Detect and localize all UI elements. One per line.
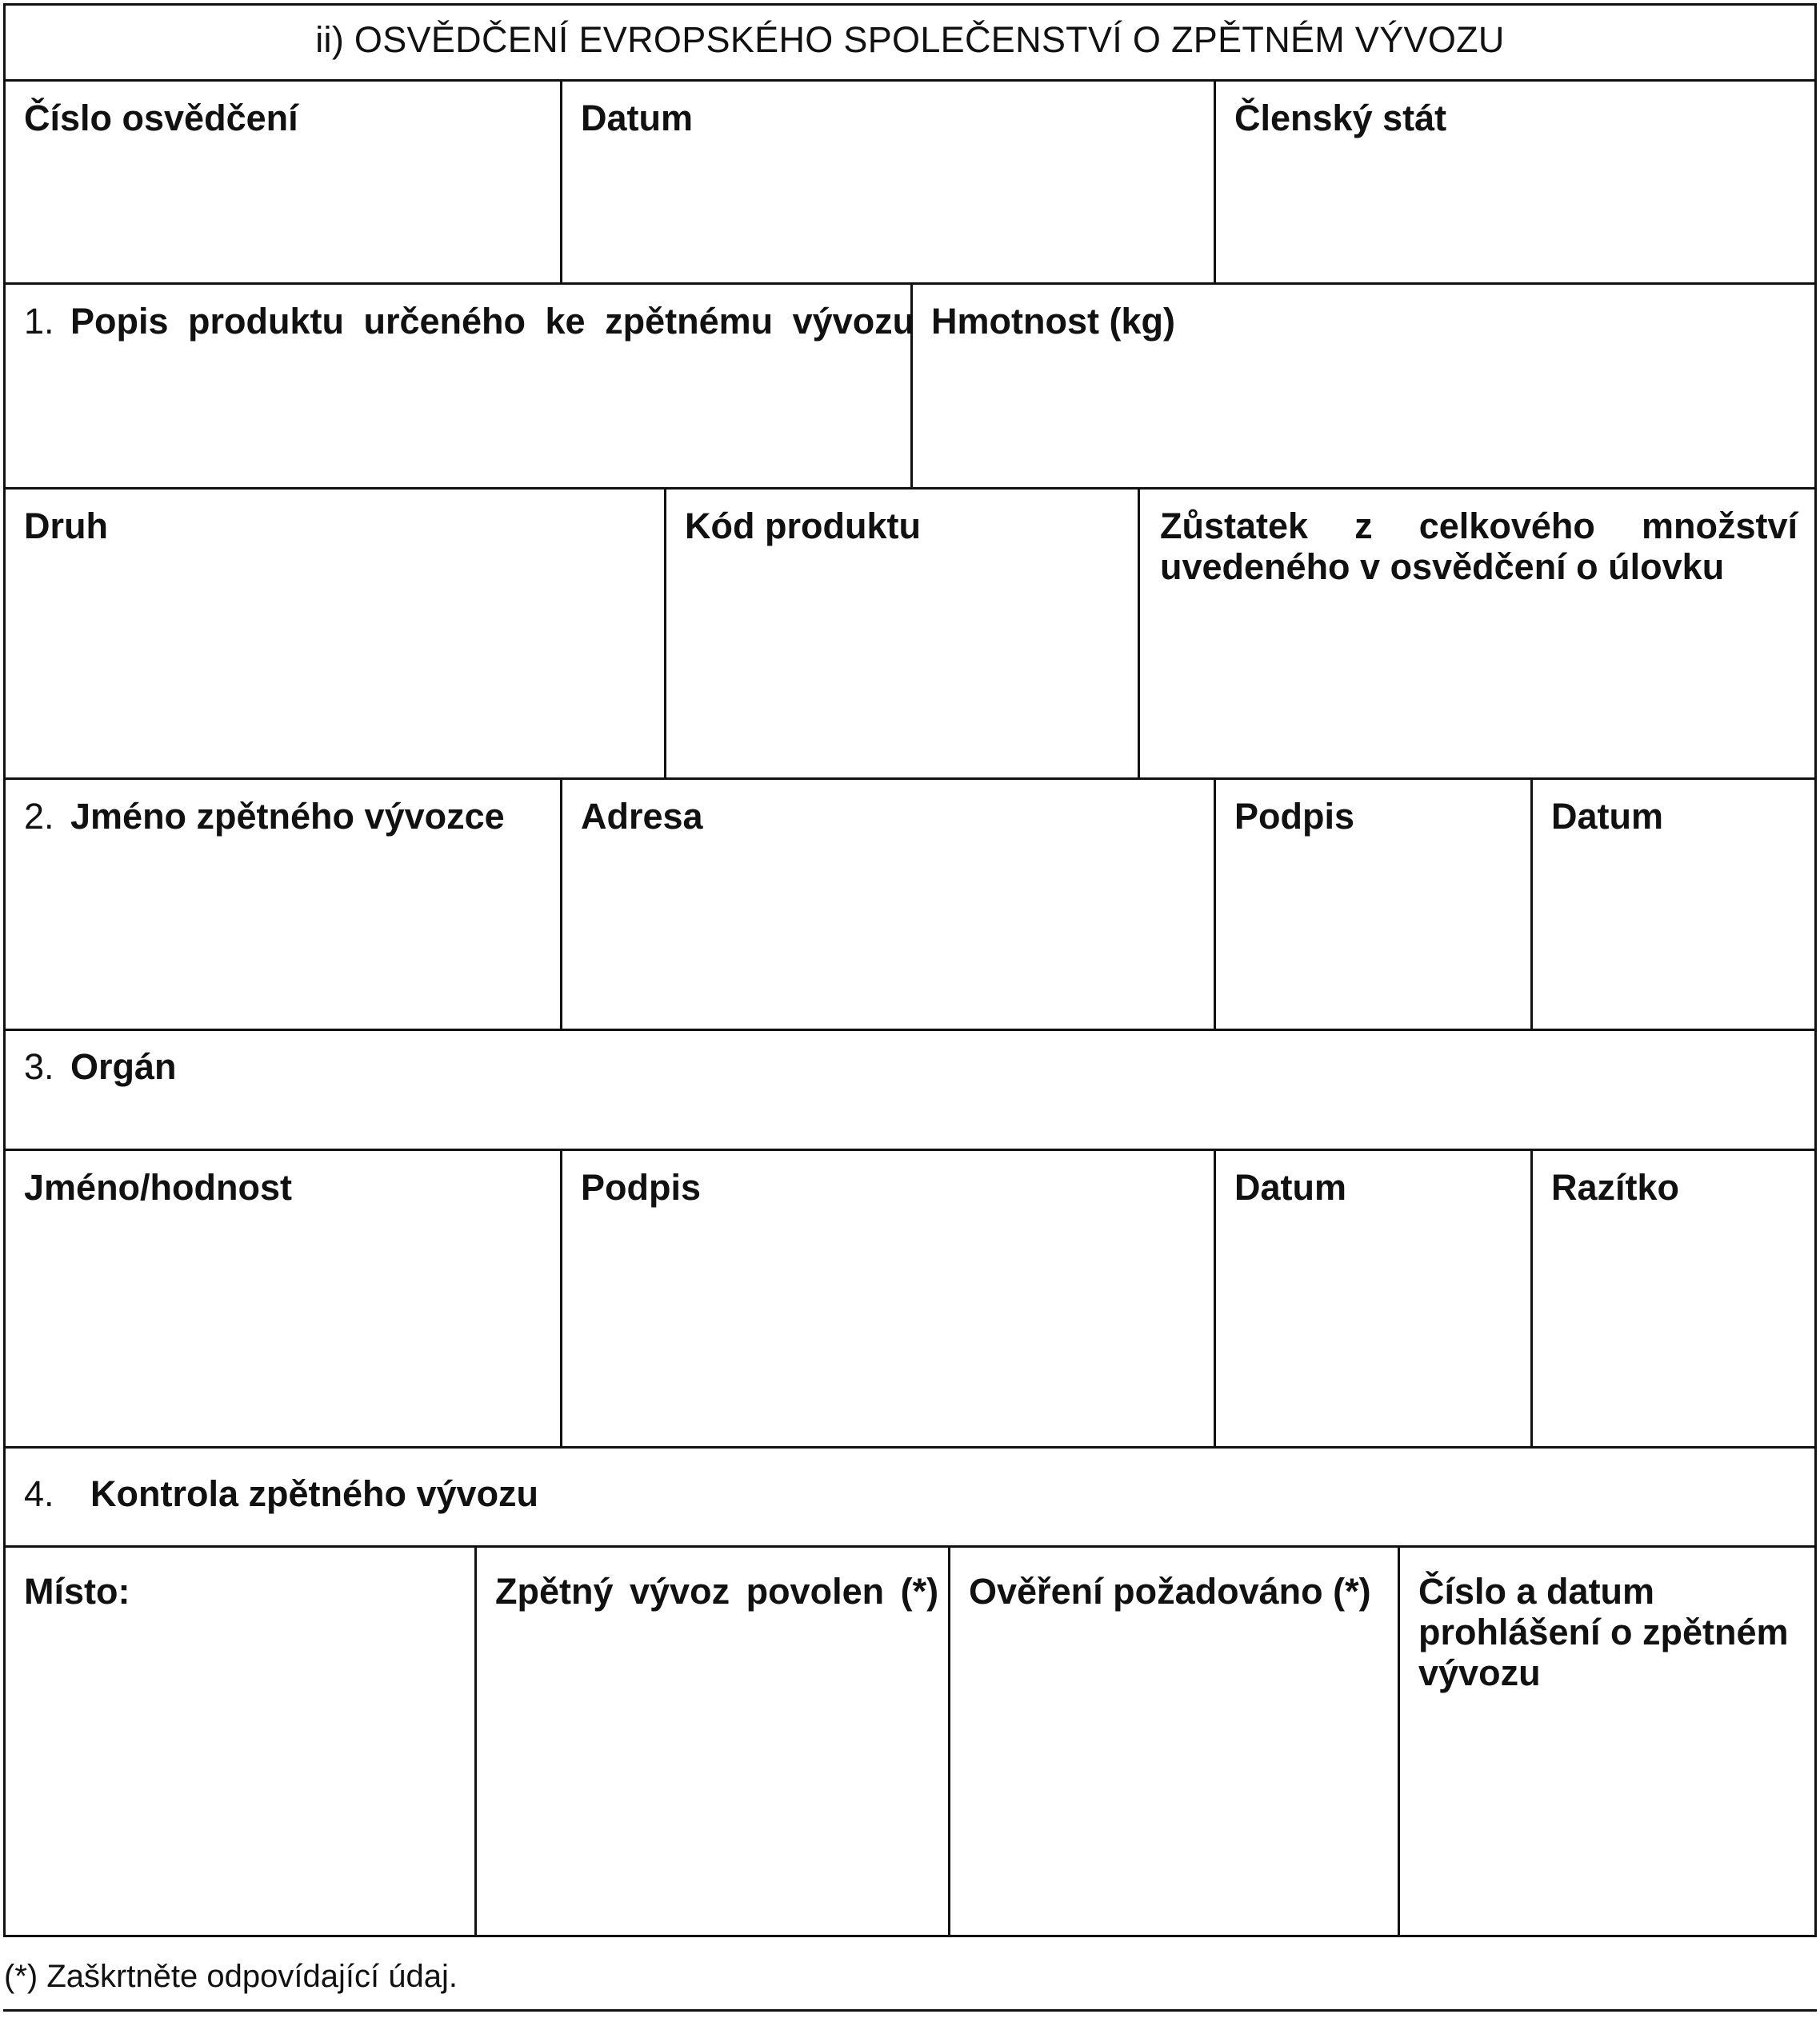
verification-requested-label: Ověření požadováno (*) <box>969 1571 1371 1612</box>
section-2-number: 2. <box>24 796 54 837</box>
section-3-number: 3. <box>24 1046 54 1087</box>
reexporter-signature-label: Podpis <box>1234 796 1355 837</box>
col-divider <box>560 1149 562 1449</box>
product-code-label: Kód produktu <box>685 506 921 546</box>
official-date-label: Datum <box>1234 1167 1347 1208</box>
reexporter-date-label: Datum <box>1551 796 1664 837</box>
catch-certificate-balance-label <box>1160 506 1798 587</box>
col-divider <box>1214 1149 1216 1449</box>
border-left <box>3 3 6 1937</box>
row-divider <box>3 777 1817 780</box>
col-divider <box>1214 79 1216 285</box>
col-divider <box>948 1545 950 1937</box>
col-divider <box>1530 1149 1533 1449</box>
border-bottom <box>3 1935 1817 1937</box>
section-1-number: 1. <box>24 301 54 342</box>
row-divider <box>3 1149 1817 1151</box>
official-name-title-label: Jméno/hodnost <box>24 1167 292 1208</box>
member-state-label: Členský stát <box>1234 98 1447 138</box>
reexporter-address-label: Adresa <box>581 796 703 837</box>
row-divider <box>3 1446 1817 1449</box>
product-description-label: Popis produktu určeného ke zpětnému vývozu <box>70 301 915 342</box>
declaration-number-date-label: Číslo a datum prohlášení o zpětném vývozu <box>1418 1571 1789 1693</box>
balance-word: celkového <box>1418 506 1595 546</box>
section-4-number: 4. <box>24 1473 54 1514</box>
official-signature-label: Podpis <box>581 1167 702 1208</box>
authority-label: Orgán <box>70 1046 177 1087</box>
official-stamp-label: Razítko <box>1551 1167 1680 1208</box>
col-divider <box>560 777 562 1031</box>
reexport-control-label: Kontrola zpětného vývozu <box>90 1473 539 1514</box>
col-divider <box>1214 777 1216 1031</box>
reexporter-name-label: Jméno zpětného vývozce <box>70 796 505 837</box>
col-divider <box>1530 777 1533 1031</box>
balance-label-line-1 <box>1160 506 1798 546</box>
col-divider <box>664 487 666 780</box>
footnote: (*) Zaškrtněte odpovídající údaj. <box>4 1959 458 1994</box>
row-divider <box>3 1029 1817 1031</box>
certificate-date-label: Datum <box>581 98 694 138</box>
place-label: Místo: <box>24 1571 130 1612</box>
balance-label-line-2: uvedeného v osvědčení o úlovku <box>1160 546 1725 587</box>
form-title: ii) OSVĚDČENÍ EVROPSKÉHO SPOLEČENSTVÍ O ZPĚTNÉM VÝVOZU <box>315 19 1505 60</box>
col-divider <box>560 79 562 285</box>
row-divider <box>3 79 1817 82</box>
certificate-number-label: Číslo osvědčení <box>24 98 298 138</box>
col-divider <box>474 1545 477 1937</box>
balance-word: z <box>1354 506 1373 546</box>
border-top <box>3 3 1817 6</box>
species-label: Druh <box>24 506 108 546</box>
border-right <box>1814 3 1817 1937</box>
row-divider <box>3 1545 1817 1548</box>
balance-word: množství <box>1641 506 1798 546</box>
balance-word: Zůstatek <box>1160 506 1309 546</box>
col-divider <box>1138 487 1140 780</box>
col-divider <box>1398 1545 1400 1937</box>
weight-label: Hmotnost (kg) <box>931 301 1175 342</box>
footer-rule <box>3 2009 1817 2012</box>
reexport-authorised-label: Zpětný vývoz povolen (*) <box>495 1571 939 1612</box>
